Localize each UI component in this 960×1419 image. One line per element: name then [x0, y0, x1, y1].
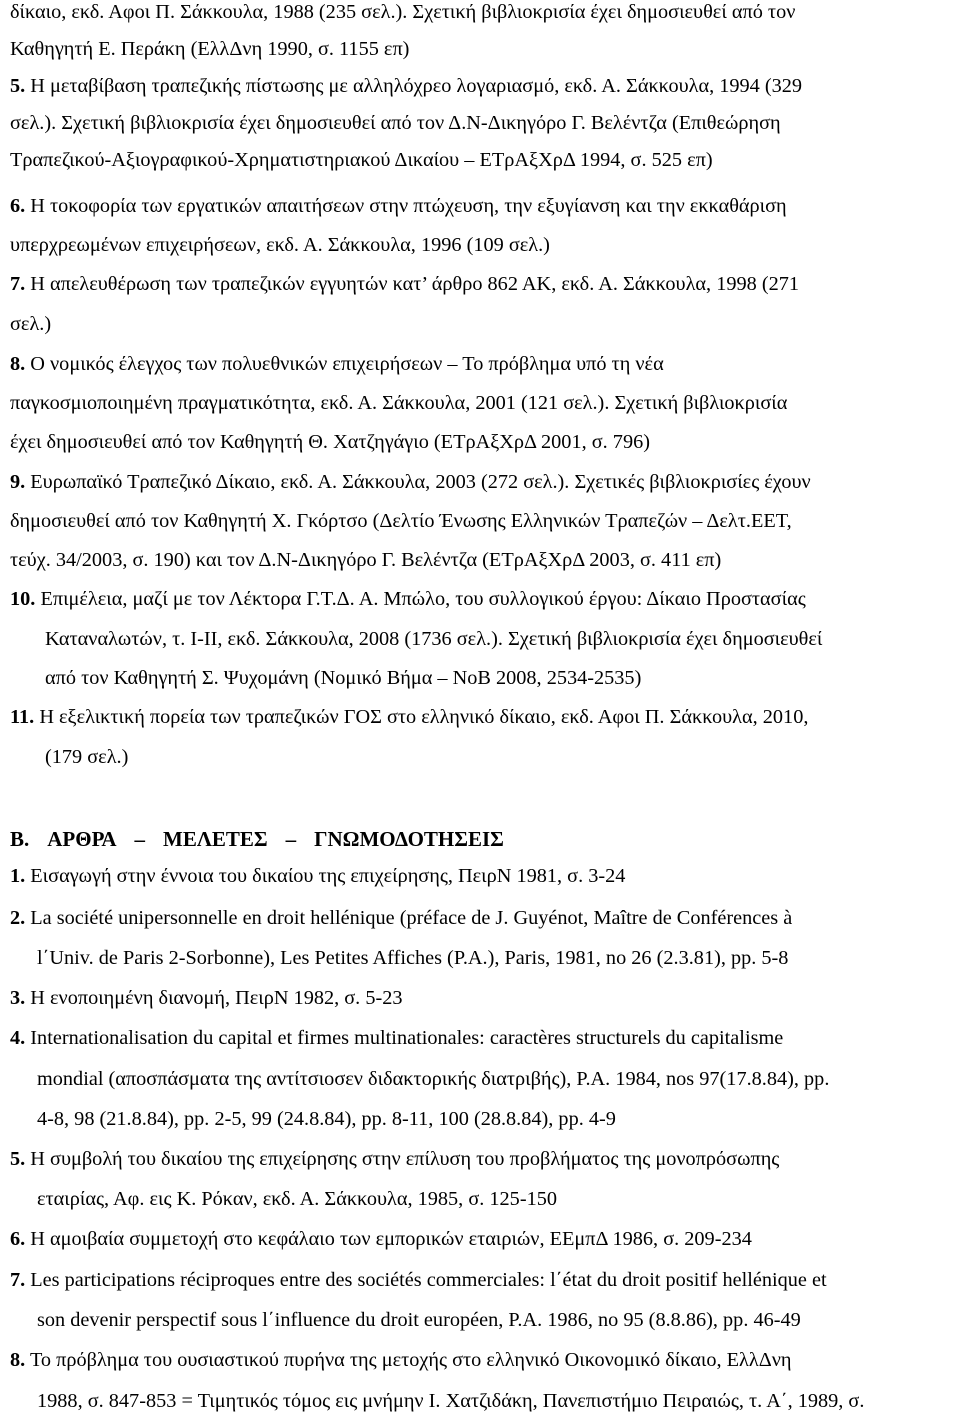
item-number: 5.	[10, 1148, 26, 1170]
item-number: 4.	[10, 1027, 26, 1049]
text-line: (179 σελ.)	[45, 746, 129, 768]
text-line: Τραπεζικού-Αξιογραφικού-Χρηματιστηριακού Δικαίου – ΕΤρΑξΧρΔ 1994, σ. 525 επ)	[10, 149, 713, 171]
item-number: 9.	[10, 471, 26, 493]
section-heading: Β. ΑΡΘΡΑ – ΜΕΛΕΤΕΣ – ΓΝΩΜΟΔΟΤΗΣΕΙΣ	[10, 827, 504, 851]
text-line: δημοσιευθεί από τον Καθηγητή Χ. Γκόρτσο (Δελτίο Ένωσης Ελληνικών Τραπεζών – Δελτ.ΕΕΤ,	[10, 510, 792, 532]
list-item-4: 4. Internationalisation du capital et firmes multinationales: caractères structurels du capitalisme	[10, 1027, 784, 1049]
list-item-7: 7. Η απελευθέρωση των τραπεζικών εγγυητών κατ’ άρθρο 862 ΑΚ, εκδ. Α. Σάκκουλα, 1998 (271	[10, 273, 800, 295]
list-item-8b: 8. Το πρόβλημα του ουσιαστικού πυρήνα της μετοχής στο ελληνικό Οικονομικό δίκαιο, ΕλλΔνη	[10, 1349, 792, 1371]
text-line: l΄Univ. de Paris 2-Sorbonne), Les Petites Affiches (P.A.), Paris, 1981, no 26 (2.3.81), pp. 5-8	[37, 947, 789, 969]
list-item-8: 8. Ο νομικός έλεγχος των πολυεθνικών επιχειρήσεων – Το πρόβλημα υπό τη νέα	[10, 353, 664, 375]
list-item-2: 2. La société unipersonnelle en droit hellénique (préface de J. Guyénot, Maître de Conférences à	[10, 907, 793, 929]
list-item-9: 9. Ευρωπαϊκό Τραπεζικό Δίκαιο, εκδ. Α. Σάκκουλα, 2003 (272 σελ.). Σχετικές βιβλιοκρισίες έχουν	[10, 471, 811, 493]
item-number: 2.	[10, 907, 26, 929]
list-item-6b: 6. Η αμοιβαία συμμετοχή στο κεφάλαιο των εμπορικών εταιριών, ΕΕμπΔ 1986, σ. 209-234	[10, 1228, 752, 1250]
list-item-3: 3. Η ενοποιημένη διανομή, ΠειρΝ 1982, σ. 5-23	[10, 987, 403, 1009]
list-item-5b: 5. Η συμβολή του δικαίου της επιχείρησης στην επίλυση του προβλήματος της μονοπρόσωπης	[10, 1148, 780, 1170]
text-line: τεύχ. 34/2003, σ. 190) και τον Δ.Ν-Δικηγόρο Γ. Βελέντζα (ΕΤρΑξΧρΔ 2003, σ. 411 επ)	[10, 549, 722, 571]
text-line: 4-8, 98 (21.8.84), pp. 2-5, 99 (24.8.84), pp. 8-11, 100 (28.8.84), pp. 4-9	[37, 1108, 616, 1130]
text-line: Καθηγητή Ε. Περάκη (ΕλλΔνη 1990, σ. 1155 επ)	[10, 38, 410, 60]
item-number: 11.	[10, 706, 35, 728]
list-item-7b: 7. Les participations réciproques entre des sociétés commerciales: l΄état du droit positif hellénique et	[10, 1269, 827, 1291]
item-number: 10.	[10, 588, 36, 610]
list-item-10: 10. Επιμέλεια, μαζί με τον Λέκτορα Γ.Τ.Δ. Α. Μπώλο, του συλλογικού έργου: Δίκαιο Προστασίας	[10, 588, 806, 610]
text-line: παγκοσμιοποιημένη πραγματικότητα, εκδ. Α. Σάκκουλα, 2001 (121 σελ.). Σχετική βιβλιοκρισία	[10, 392, 788, 414]
item-number: 5.	[10, 75, 26, 97]
text-line: son devenir perspectif sous l΄influence du droit européen, P.A. 1986, no 95 (8.8.86), pp. 46-49	[37, 1309, 801, 1331]
text-line: σελ.)	[10, 313, 52, 335]
text-line: σελ.). Σχετική βιβλιοκρισία έχει δημοσιευθεί από τον Δ.Ν-Δικηγόρο Γ. Βελέντζα (Επιθεώρηση	[10, 112, 781, 134]
item-number: 8.	[10, 1349, 26, 1371]
text-line: Καταναλωτών, τ. Ι-ΙΙ, εκδ. Σάκκουλα, 2008 (1736 σελ.). Σχετική βιβλιοκρισία έχει δημοσιευθεί	[45, 628, 823, 650]
text-line: mondial (αποσπάσματα της αντίτσιοσεν διδακτορικής διατριβής), P.A. 1984, nos 97(17.8.84), pp.	[37, 1068, 830, 1090]
text-line: υπερχρεωμένων επιχειρήσεων, εκδ. Α. Σάκκουλα, 1996 (109 σελ.)	[10, 234, 550, 256]
list-item-11: 11. Η εξελικτική πορεία των τραπεζικών ΓΟΣ στο ελληνικό δίκαιο, εκδ. Αφοι Π. Σάκκουλα, 2010,	[10, 706, 809, 728]
list-item-1: 1. Εισαγωγή στην έννοια του δικαίου της επιχείρησης, ΠειρΝ 1981, σ. 3-24	[10, 865, 626, 887]
item-number: 1.	[10, 865, 26, 887]
item-number: 7.	[10, 273, 26, 295]
text-line: εταιρίας, Αφ. εις Κ. Ρόκαν, εκδ. Α. Σάκκουλα, 1985, σ. 125-150	[37, 1188, 557, 1210]
item-number: 6.	[10, 195, 26, 217]
text-line: από τον Καθηγητή Σ. Ψυχομάνη (Νομικό Βήμα – ΝοΒ 2008, 2534-2535)	[45, 667, 642, 689]
list-item-6: 6. Η τοκοφορία των εργατικών απαιτήσεων στην πτώχευση, την εξυγίανση και την εκκαθάριση	[10, 195, 787, 217]
item-number: 7.	[10, 1269, 26, 1291]
text-line: δίκαιο, εκδ. Αφοι Π. Σάκκουλα, 1988 (235 σελ.). Σχετική βιβλιοκρισία έχει δημοσιευθεί από τον	[10, 1, 796, 23]
item-number: 6.	[10, 1228, 26, 1250]
item-number: 8.	[10, 353, 26, 375]
text-line: έχει δημοσιευθεί από τον Καθηγητή Θ. Χατζηγάγιο (ΕΤρΑξΧρΔ 2001, σ. 796)	[10, 431, 650, 453]
item-number: 3.	[10, 987, 26, 1009]
text-line: 1988, σ. 847-853 = Τιμητικός τόμος εις μνήμην Ι. Χατζιδάκη, Πανεπιστήμιο Πειραιώς, τ. Α΄, 1989, σ.	[37, 1390, 865, 1412]
list-item-5: 5. Η μεταβίβαση τραπεζικής πίστωσης με αλληλόχρεο λογαριασμό, εκδ. Α. Σάκκουλα, 1994 (329	[10, 75, 803, 97]
